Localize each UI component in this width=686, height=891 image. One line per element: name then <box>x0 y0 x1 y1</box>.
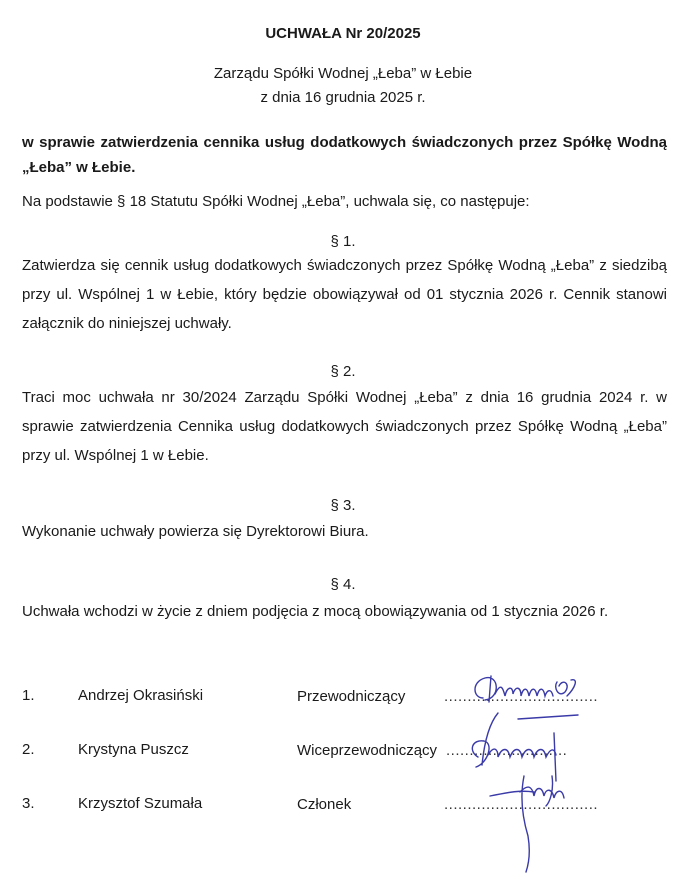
signatory-role: Przewodniczący <box>297 688 406 705</box>
signatory-name: Krystyna Puszcz <box>78 741 189 758</box>
section-4-text: Uchwała wchodzi w życie z dniem podjęcia z mocą obowiązywania od 1 stycznia 2026 r. <box>22 603 609 620</box>
section-2-mark: § 2. <box>330 363 356 380</box>
signature-line: ................................. <box>444 688 599 705</box>
date-line: z dnia 16 grudnia 2025 r. <box>260 89 426 106</box>
signature-line: .......................... <box>446 742 568 759</box>
section-3-mark: § 3. <box>330 497 356 514</box>
section-2-text: Traci moc uchwała nr 30/2024 Zarządu Spółki Wodnej „Łeba” z dnia 16 grudnia 2024 r. w sprawie zatwierdzenia Cennika usług dodatkowych świadczonych przez Spółkę Wodną „Łeba” przy ul. Wspólnej 1 w Łebie. <box>22 389 667 464</box>
signatory-number: 1. <box>22 687 35 704</box>
document-title: UCHWAŁA Nr 20/2025 <box>265 25 421 42</box>
signatory-role: Wiceprzewodniczący <box>297 742 438 759</box>
section-1-text: Zatwierdza się cennik usług dodatkowych świadczonych przez Spółkę Wodną „Łeba” z siedzibą przy ul. Wspólnej 1 w Łebie, który będzie obowiązywał od 01 stycznia 2026 r. Cennik stanowi załącznik do niniejszej uchwały. <box>22 257 667 332</box>
signatory-role: Członek <box>297 796 352 813</box>
signatory-name: Krzysztof Szumała <box>78 795 203 812</box>
signatory-name: Andrzej Okrasiński <box>78 687 204 704</box>
legal-basis: Na podstawie § 18 Statutu Spółki Wodnej „Łeba”, uchwala się, co następuje: <box>22 193 530 210</box>
section-4-mark: § 4. <box>330 576 356 593</box>
issuer-line: Zarządu Spółki Wodnej „Łeba” w Łebie <box>213 65 473 82</box>
signature-szumala <box>480 756 590 876</box>
section-3-text: Wykonanie uchwały powierza się Dyrektorowi Biura. <box>22 523 369 540</box>
resolution-subject: w sprawie zatwierdzenia cennika usług dodatkowych świadczonych przez Spółkę Wodną „Łeba” w Łebie. <box>22 134 667 176</box>
section-1-mark: § 1. <box>330 233 356 250</box>
signatory-number: 2. <box>22 741 35 758</box>
signature-line: ................................. <box>444 796 599 813</box>
signatory-number: 3. <box>22 795 35 812</box>
